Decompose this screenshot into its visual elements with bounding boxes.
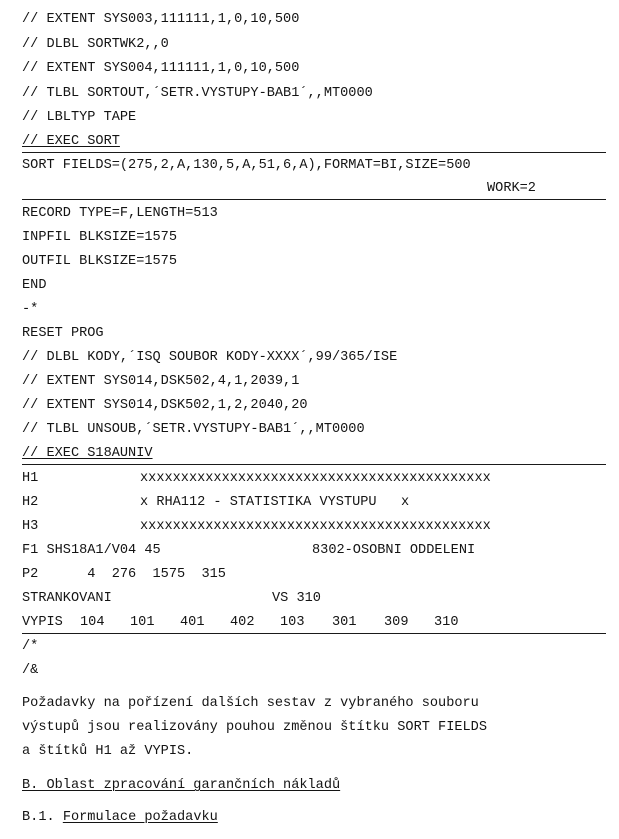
header-line-h1: [22, 471, 491, 487]
strankovani-value: VS 310: [272, 591, 321, 606]
sort-param-line: OUTFIL BLKSIZE=1575: [22, 254, 177, 269]
divider: [22, 633, 606, 634]
sort-fields-line: SORT FIELDS=(275,2,A,130,5,A,51,6,A),FORMAT=BI,SIZE=500: [22, 158, 471, 173]
jcl-line: // EXTENT SYS003,111111,1,0,10,500: [22, 12, 300, 27]
vypis-code: 103: [280, 615, 305, 630]
jcl-line: // EXTENT SYS014,DSK502,1,2,2040,20: [22, 398, 308, 413]
section-b1-heading: [22, 810, 218, 826]
sort-param-line: END: [22, 278, 47, 293]
jcl-line: // LBLTYP TAPE: [22, 110, 137, 125]
header-text: xxxxxxxxxxxxxxxxxxxxxxxxxxxxxxxxxxxxxxxxxxx: [140, 519, 491, 534]
divider: [22, 464, 606, 465]
p2-line: P2 4 276 1575 315: [22, 567, 226, 582]
header-tag: H1: [22, 471, 39, 486]
section-b-heading: B. Oblast zpracování garančních nákladů: [22, 778, 341, 793]
section-b1-title: Formulace požadavku: [62, 810, 218, 825]
sort-param-line: INPFIL BLKSIZE=1575: [22, 230, 177, 245]
f1-line: [22, 543, 475, 559]
jcl-line: // TLBL UNSOUB,´SETR.VYSTUPY-BAB1´,,MT0000: [22, 422, 365, 437]
divider: [22, 199, 606, 200]
end-mark: /*: [22, 639, 39, 654]
paragraph-line: výstupů jsou realizovány pouhou změnou štítku SORT FIELDS: [22, 720, 487, 735]
paragraph-line: a štítků H1 až VYPIS.: [22, 744, 194, 759]
end-mark: /&: [22, 663, 39, 678]
divider: [22, 152, 606, 153]
vypis-code: 401: [180, 615, 205, 630]
jcl-line: // DLBL KODY,´ISQ SOUBOR KODY-XXXX´,99/365/ISE: [22, 350, 398, 365]
strankovani-line: [22, 591, 321, 607]
jcl-line: // EXTENT SYS014,DSK502,4,1,2039,1: [22, 374, 300, 389]
vypis-label: VYPIS: [22, 615, 63, 630]
header-text: xxxxxxxxxxxxxxxxxxxxxxxxxxxxxxxxxxxxxxxxxxx: [140, 471, 491, 486]
vypis-code: 104: [80, 615, 105, 630]
sort-param-line: RECORD TYPE=F,LENGTH=513: [22, 206, 218, 221]
header-tag: H3: [22, 519, 39, 534]
vypis-code: 309: [384, 615, 409, 630]
jcl-line: // TLBL SORTOUT,´SETR.VYSTUPY-BAB1´,,MT0000: [22, 86, 373, 101]
exec-sort-line: // EXEC SORT: [22, 134, 120, 149]
header-line-h2: [22, 495, 409, 511]
vypis-code: 310: [434, 615, 459, 630]
exec-univ-line: // EXEC S18AUNIV: [22, 446, 153, 461]
vypis-code: 101: [130, 615, 155, 630]
header-text: x RHA112 - STATISTIKA VYSTUPU x: [140, 495, 410, 510]
header-line-h3: [22, 519, 491, 535]
header-tag: H2: [22, 495, 39, 510]
vypis-code: 301: [332, 615, 357, 630]
work-line: WORK=2: [487, 181, 536, 196]
paragraph-line: Požadavky na pořízení dalších sestav z vybraného souboru: [22, 696, 479, 711]
jcl-line: // DLBL SORTWK2,,0: [22, 37, 169, 52]
jcl-line: // EXTENT SYS004,111111,1,0,10,500: [22, 61, 300, 76]
delimiter-line: -*: [22, 302, 39, 317]
f1-right: 8302-OSOBNI ODDELENI: [312, 543, 476, 558]
f1-left: F1 SHS18A1/V04 45: [22, 543, 161, 558]
vypis-code: 402: [230, 615, 255, 630]
vypis-line: [22, 615, 458, 631]
section-b1-number: B.1.: [22, 810, 55, 825]
strankovani-label: STRANKOVANI: [22, 591, 112, 606]
sort-param-line: RESET PROG: [22, 326, 104, 341]
